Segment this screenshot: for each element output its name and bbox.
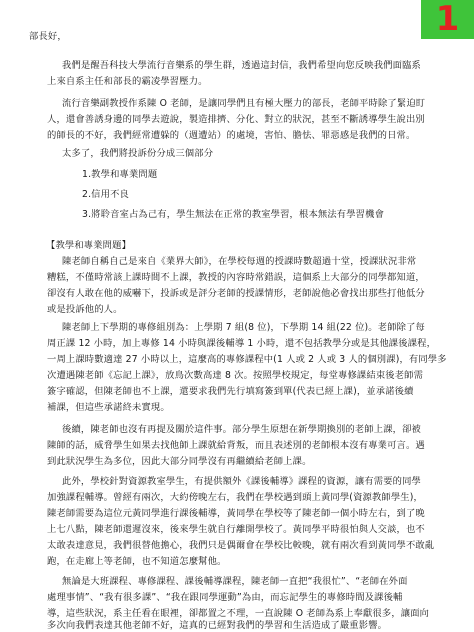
body-line: 陳師的話，威脅學生如果去找他師上課就給背叛，而且表述別的老師根本沒有專業可言。遇 bbox=[47, 440, 425, 451]
body-line: 卻沒有人敢在他的威嚇下，投訴或是評分老師的授課情形，老師說他必會找出那些打他低分 bbox=[47, 288, 425, 299]
body-line: 此外，學校針對資源教室學生，有提供額外《課後輔導》課程的資源，讓有需要的同學 bbox=[62, 476, 421, 487]
body-line: 周正課 12 小時，加上專修 14 小時與課後輔導 1 小時，還不包括教學分或是其他課後課程， bbox=[47, 338, 437, 349]
body-line: 一周上課時數適達 27 小時以上，這麼高的專修課程中(1 人或 2 人或 3 人的個別課)，有同學多 bbox=[47, 354, 447, 365]
context-line: 流行音樂副教授作系陳 O 老師，是讓同學們且有極大壓力的部長，老師平時除了緊迫盯 bbox=[62, 98, 426, 109]
point-item: 1.教學和專業問題 bbox=[82, 169, 158, 180]
body-line: 簽字確認，但陳老師也不上課，還要求我們先行填寫簽到單(代表已經上課)，並承諾後續 bbox=[47, 386, 414, 397]
body-line: 或是投訴他的人。 bbox=[47, 304, 123, 315]
body-line: 補課，但這些承諾終未實現。 bbox=[47, 402, 170, 413]
body-line: 陳老師上下學期的專修組別為：上學期 7 組(8 位)，下學期 14 組(22 位)。老師除了每 bbox=[62, 322, 425, 333]
body-line: 導，這些狀況，系主任看在眼裡，卻都置之不理，一直說陳 O 老師為系上奉獻很多，讓面向 bbox=[47, 608, 430, 619]
body-line: 後續，陳老師也沒有再提及關於這件事。部分學生原想在新學期換別的老師上課，卻被 bbox=[62, 424, 421, 435]
page-number-badge: 1 bbox=[421, 0, 474, 39]
body-line: 到此狀況學生為多位，因此大部分同學沒有再繼續給老師上課。 bbox=[47, 456, 312, 467]
body-line: 陳老師需要為這位元黃同學進行課後輔導，黃同學在學校等了陳老師一個小時左右，到了晚 bbox=[47, 508, 425, 519]
body-line: 次遭遇陳老師《忘記上課》，放鳥次數高達 8 次。按照學校規定，每堂專修課結束後老師需 bbox=[47, 370, 424, 381]
body-line: 無論是大班課程、專修課程、課後輔導課程，陳老師一直把“我很忙”、“老師在外面 bbox=[62, 576, 408, 587]
body-line: 多次向我們表達其他老師不好，這真的已經對我們的學習和生活造成了嚴重影響。 bbox=[47, 620, 388, 631]
point-item: 2.信用不良 bbox=[82, 189, 129, 200]
body-line: 上七八點，陳老師還遲沒來，後來學生就自行離開學校了。黃同學平時很怕與人交談，也不 bbox=[47, 524, 425, 535]
intro-line: 上來自系主任和部長的霸凌學習壓力。 bbox=[47, 76, 208, 87]
body-line: 陳老師自稱自己是來自《業界大師》，在學校每週的授課時數超過十堂，授課狀況非常 bbox=[62, 256, 417, 267]
body-line: 糟糕，不僅時常該上課時間不上課，教授的內容時常錯誤，這個系上大部分的同學都知道， bbox=[47, 272, 425, 283]
intro-line: 我們是醒吾科技大學流行音樂系的學生群，透過這封信，我們希望向您反映我們面臨系 bbox=[62, 60, 421, 71]
point-item: 3.將聆音室占為己有，學生無法在正常的教室學習，根本無法有學習機會 bbox=[82, 209, 385, 220]
body-line: 太敢表達意見，我們很替他擔心，我們只是偶爾會在學校比較晚，就有兩次看到黃同學不敢亂 bbox=[47, 540, 435, 551]
body-line: 跑，在走廊上等老師，也不知道怎麼幫他。 bbox=[47, 556, 227, 567]
context-line: 人，還會善誘身邊的同學去遊說，製造排擠、分化、對立的狀況，甚至不斷誘導學生說出別 bbox=[47, 114, 425, 125]
body-line: 處理事情”、“我有很多課”、“我在跟同學運動”為由，而忘記學生的專修時間及課後輔 bbox=[47, 592, 403, 603]
context-line: 的師長的不好，我們經常遭躲的（週遭站）的處境，害怕、膽怯、罪惡感是我們的日常。 bbox=[47, 130, 416, 141]
greeting: 部長好， bbox=[29, 31, 67, 42]
summary-line: 太多了，我們將投訴份分成三個部分 bbox=[62, 148, 214, 159]
section-title: 【教學和專業問題】 bbox=[46, 240, 132, 251]
body-line: 加強課程輔導。曾經有兩次，大約傍晚左右，我們在學校遇到頭上黃同學(資源教師學生)， bbox=[47, 492, 423, 503]
